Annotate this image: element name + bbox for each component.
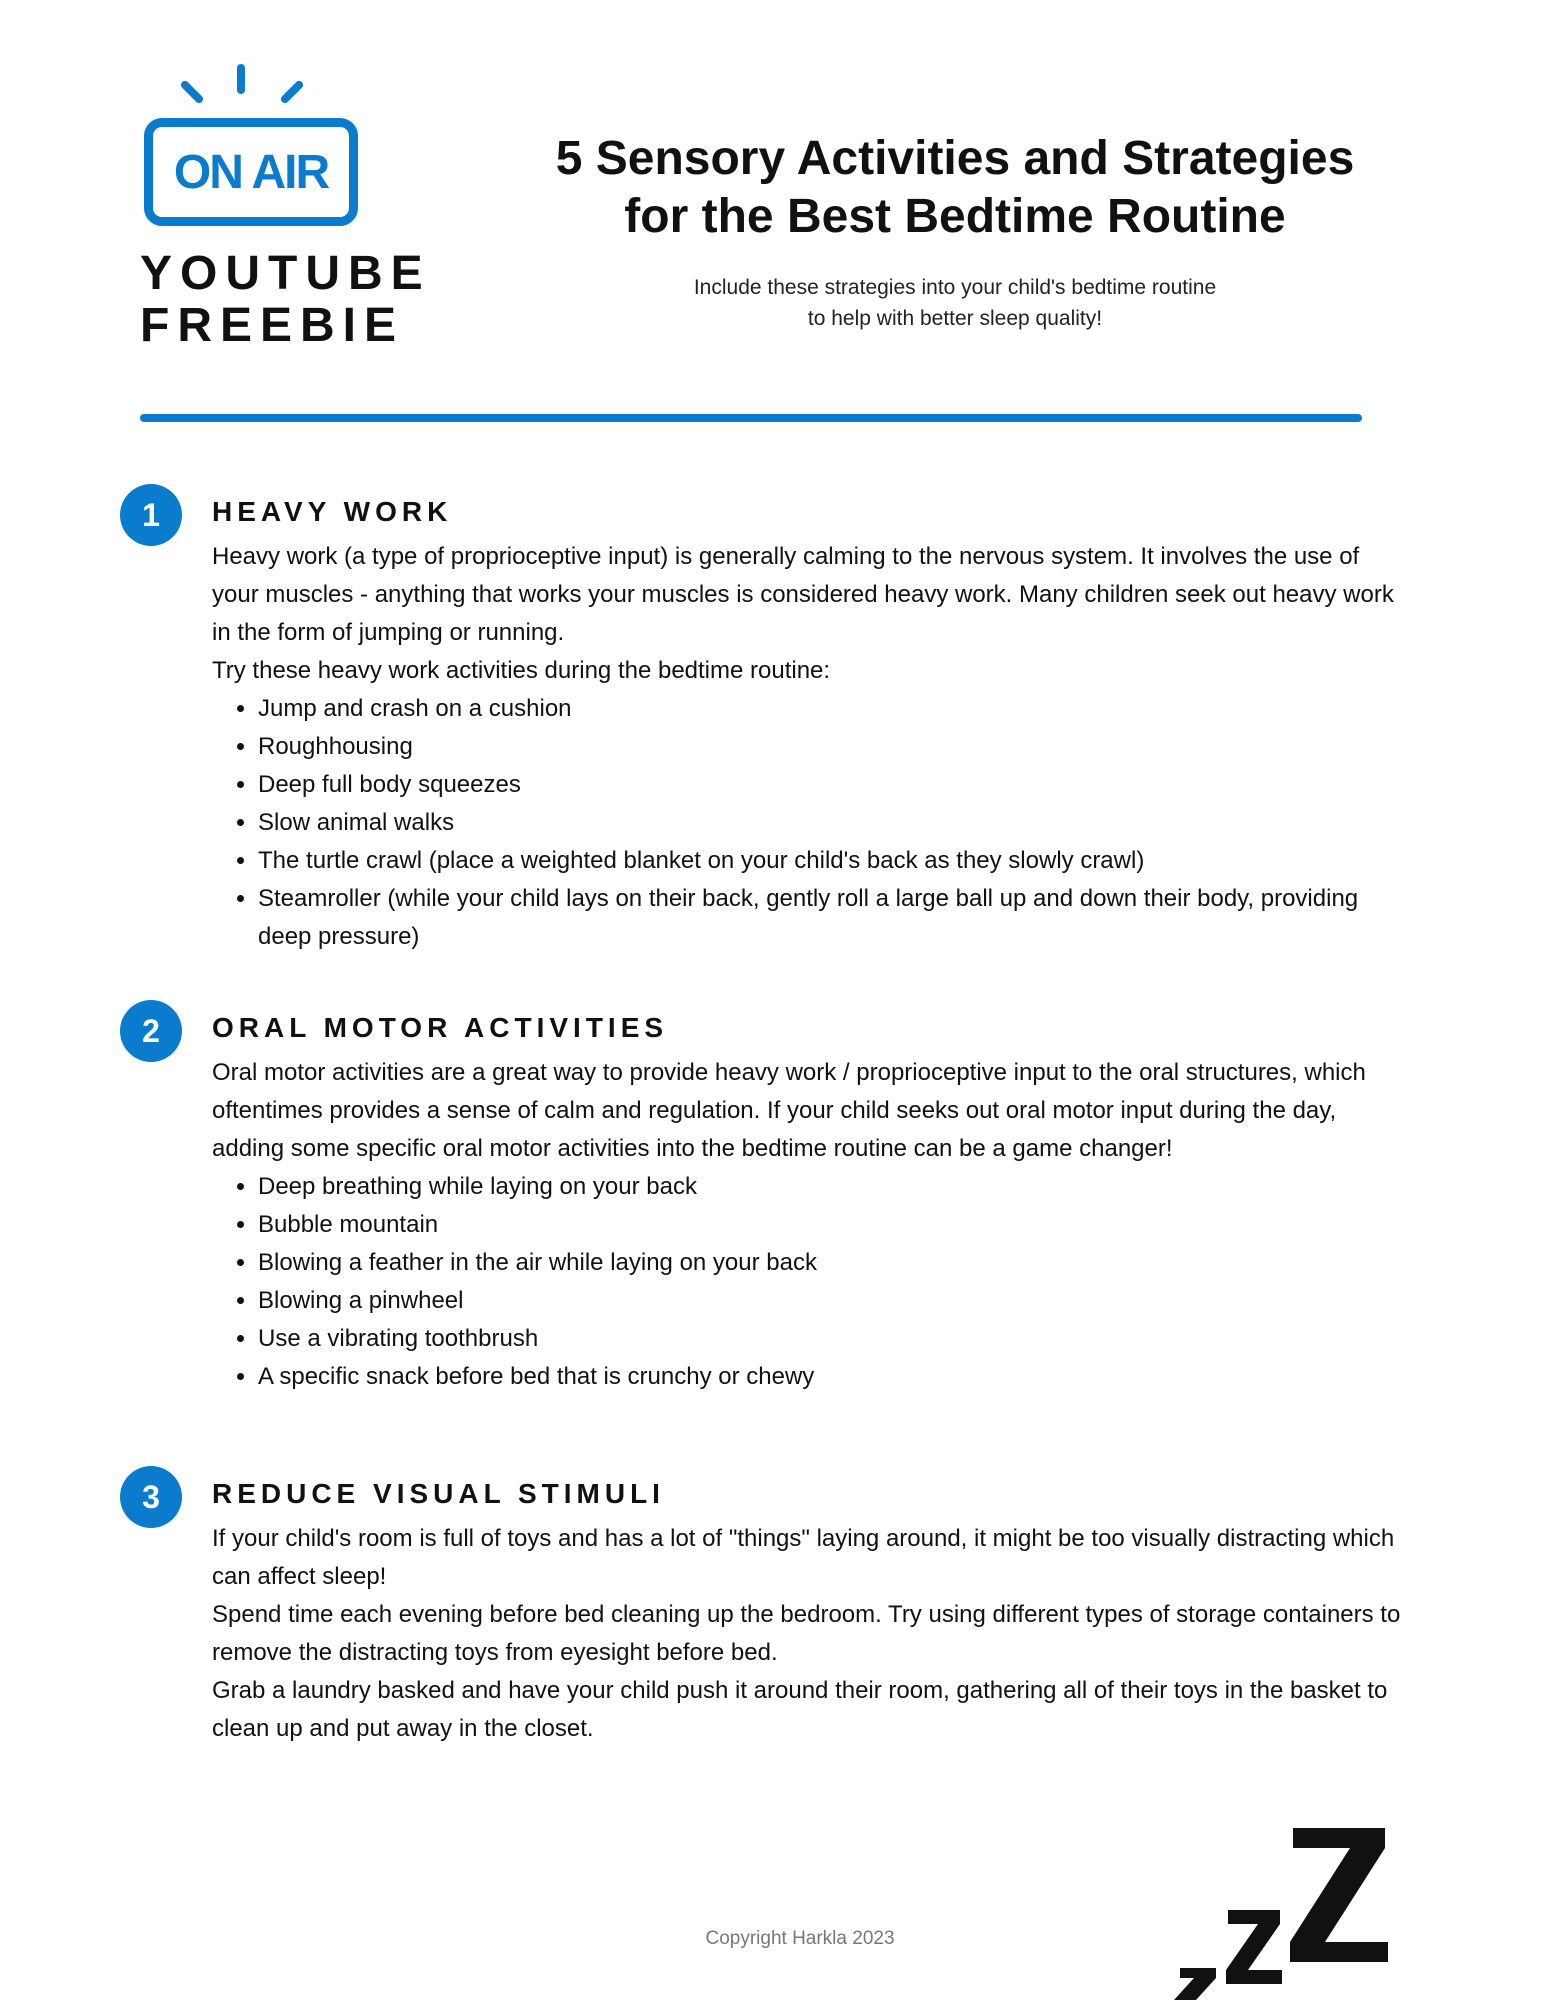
section-body — [212, 1520, 1412, 1748]
section-body — [212, 538, 1412, 956]
page-title — [470, 130, 1440, 246]
list-item: • Deep full body squeezes — [258, 766, 1412, 804]
section-paragraph: Spend time each evening before bed cleaning up the bedroom. Try using different types of storage containers to remove the distracting toys from eyesight before bed. — [212, 1601, 1401, 1666]
logo-ray-center — [237, 64, 245, 94]
brand-line-2: FREEBIE — [140, 299, 405, 352]
activity-list — [212, 1168, 1412, 1396]
section-paragraph: Grab a laundry basked and have your child push it around their room, gathering all of their toys in the basket to clean up and put away in the closet. — [212, 1677, 1388, 1742]
title-line-2: for the Best Bedtime Routine — [624, 190, 1286, 243]
list-item: • Steamroller (while your child lays on their back, gently roll a large ball up and down their body, providing deep pressure) — [258, 880, 1412, 956]
section-number-badge: 3 — [120, 1466, 182, 1528]
header-divider — [140, 414, 1362, 422]
section-paragraph: Heavy work (a type of proprioceptive input) is generally calming to the nervous system. It involves the use of your muscles - anything that works your muscles is considered heavy work. Many children seek out heavy work in the form of jumping or running. — [212, 543, 1394, 646]
section-number-badge: 1 — [120, 484, 182, 546]
section-paragraph: Try these heavy work activities during the bedtime routine: — [212, 657, 831, 684]
on-air-badge: ON AIR — [144, 118, 358, 226]
page-subtitle — [620, 272, 1290, 334]
section-number-badge: 2 — [120, 1000, 182, 1062]
section-heading: REDUCE VISUAL STIMULI — [212, 1478, 665, 1509]
list-item: • Blowing a feather in the air while laying on your back — [258, 1244, 1412, 1282]
on-air-logo — [138, 60, 358, 230]
section-paragraph: If your child's room is full of toys and has a lot of "things" laying around, it might be too visually distracting which can affect sleep! — [212, 1525, 1395, 1590]
list-item: • Roughhousing — [258, 728, 1412, 766]
list-item: • Bubble mountain — [258, 1206, 1412, 1244]
list-item: • The turtle crawl (place a weighted blanket on your child's back as they slowly crawl) — [258, 842, 1412, 880]
list-item: • Blowing a pinwheel — [258, 1282, 1412, 1320]
subtitle-line-1: Include these strategies into your child's bedtime routine — [693, 276, 1217, 299]
list-item: • Jump and crash on a cushion — [258, 690, 1412, 728]
copyright-text: Copyright Harkla 2023 — [705, 1928, 895, 1949]
section-heading: HEAVY WORK — [212, 496, 453, 527]
brand-line-1: YOUTUBE — [140, 247, 431, 300]
subtitle-line-2: to help with better sleep quality! — [807, 307, 1103, 330]
activity-list — [212, 690, 1412, 956]
list-item: • Use a vibrating toothbrush — [258, 1320, 1412, 1358]
section-body — [212, 1054, 1412, 1396]
logo-ray-right — [279, 79, 304, 104]
section-paragraph: Oral motor activities are a great way to provide heavy work / proprioceptive input to the oral structures, which oftentimes provides a sense of calm and regulation. If your child seeks out oral motor input during the day, adding some specific oral motor activities into the bedtime routine can be a game changer! — [212, 1059, 1366, 1162]
list-item: • Slow animal walks — [258, 804, 1412, 842]
list-item: • Deep breathing while laying on your back — [258, 1168, 1412, 1206]
list-item: • A specific snack before bed that is crunchy or chewy — [258, 1358, 1412, 1396]
section-heading: ORAL MOTOR ACTIVITIES — [212, 1012, 669, 1043]
logo-ray-left — [179, 79, 204, 104]
brand-title — [140, 248, 431, 352]
sleep-zzz-icon — [1160, 1810, 1410, 2000]
title-line-1: 5 Sensory Activities and Strategies — [555, 132, 1355, 185]
